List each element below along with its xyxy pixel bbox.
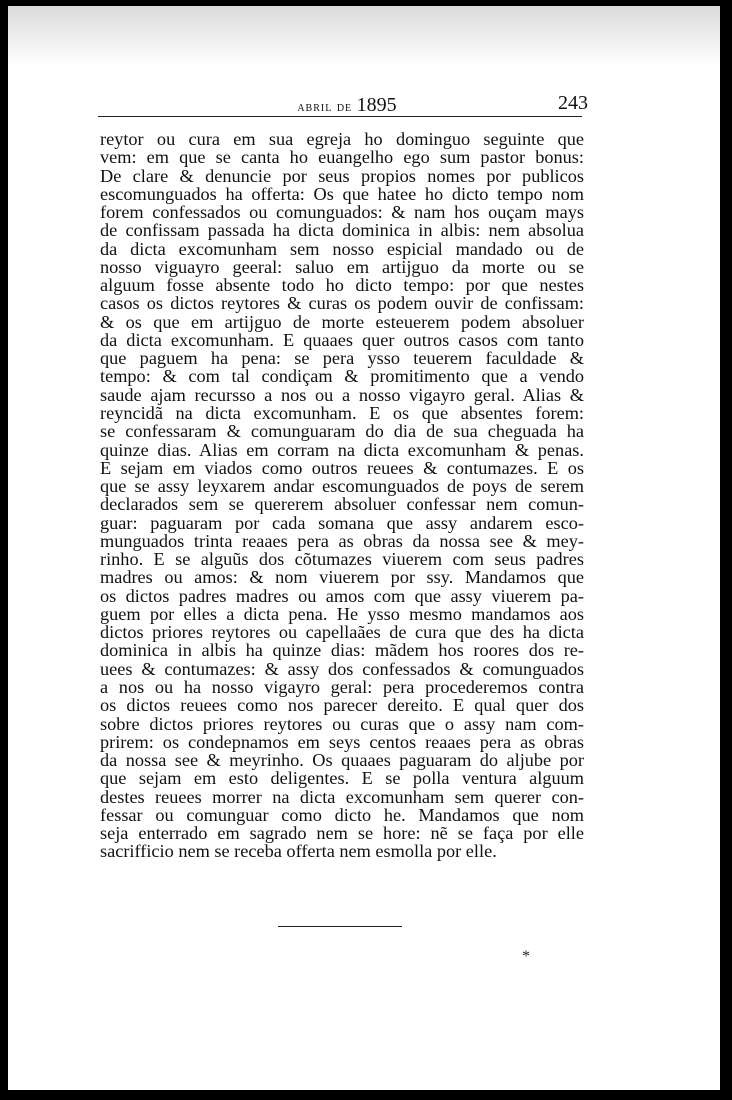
text-line: sobre dictos priores reytores ou curas que o assy nam com- (100, 713, 584, 734)
text-line: seja enterrado em sagrado nem se hore: nẽ se faça por elle (100, 823, 584, 844)
text-line: os dictos padres madres ou amos com que assy viuerem pa- (100, 585, 584, 606)
body-text (100, 130, 584, 861)
text-line: sacrifficio nem se receba offerta nem esmolla por elle. (100, 841, 497, 862)
text-line: guar: paguaram por cada somana que assy andarem esco- (100, 512, 584, 533)
text-line: nosso viguayro geeral: saluo em artijguo da morte ou se (100, 256, 584, 277)
text-line: que se assy leyxarem andar escomunguados de poys de serem (100, 476, 584, 497)
text-line: reyncidã na dicta excomunham. E os que absentes forem: (100, 402, 584, 423)
text-line: da dicta excomunham sem nosso espicial mandado ou de (100, 238, 584, 259)
text-line: que sejam em esto deligentes. E se polla ventura alguum (100, 768, 584, 789)
text-line: rinho. E se alguũs dos cõtumazes viuerem com seus padres (100, 549, 584, 570)
text-line: forem confessados ou comunguados: & nam hos ouçam mays (100, 202, 584, 223)
text-line: & os que em artijguo de morte esteuerem podem absoluer (100, 311, 584, 332)
footer-asterisk: * (522, 948, 530, 965)
text-line: guem por elles a dicta pena. He ysso mesmo mandamos aos (100, 603, 584, 624)
text-line: E sejam em viados como outros reuees & contumazes. E os (100, 457, 584, 478)
page-number: 243 (558, 92, 588, 114)
text-line: casos os dictos reytores & curas os podem ouvir de confissam: (100, 293, 584, 314)
text-line: De clare & denuncie por seus propios nomes por publicos (100, 165, 584, 186)
text-line: dictos priores reytores ou capellaães de cura que des ha dicta (100, 622, 584, 643)
text-line: dominica in albis ha quinze dias: mãdem hos roores dos re- (100, 640, 584, 661)
running-title-year: 1895 (356, 94, 397, 116)
text-line: escomunguados ha offerta: Os que hatee ho dicto tempo nom (100, 183, 584, 204)
running-title-text: abril de (297, 100, 353, 115)
running-title (106, 94, 588, 117)
text-line: prirem: os condepnamos em seys centos reaaes pera as obras (100, 731, 584, 752)
text-line: da nossa see & meyrinho. Os quaaes paguaram do aljube por (100, 750, 584, 771)
text-line: declarados sem se quererem absoluer confessar nem comun- (100, 494, 584, 515)
text-line: saude ajam recursso a nos ou a nosso vigayro geral. Alias & (100, 384, 584, 405)
text-line: quinze dias. Alias em corram na dicta excomunham & penas. (100, 439, 584, 460)
text-line: alguum fosse absente todo ho dicto tempo: por que nestes (100, 275, 584, 296)
text-line: de confissam passada ha dicta dominica in albis: nem absolua (100, 220, 584, 241)
closing-rule (278, 926, 402, 927)
page-header (106, 92, 588, 118)
text-line: madres ou amos: & nom viuerem por ssy. Mandamos que (100, 567, 584, 588)
header-rule (98, 116, 582, 117)
text-line: munguados trinta reaaes pera as obras da nossa see & mey- (100, 530, 584, 551)
text-line: os dictos reuees como nos parecer dereito. E qual quer dos (100, 695, 584, 716)
text-line: a nos ou ha nosso vigayro geral: pera procederemos contra (100, 676, 584, 697)
text-line: tempo: & com tal condiçam & promitimento que a vendo (100, 366, 584, 387)
text-line: destes reuees morrer na dicta excomunham sem querer con- (100, 786, 584, 807)
text-line: vem: em que se canta ho euangelho ego sum pastor bonus: (100, 147, 584, 168)
text-line: que paguem ha pena: se pera ysso teuerem faculdade & (100, 348, 584, 369)
text-line: fessar ou comunguar como dicto he. Mandamos que nom (100, 804, 584, 825)
paper-stain (8, 6, 720, 66)
text-line: se confessaram & comunguaram do dia de sua cheguada ha (100, 421, 584, 442)
text-line: uees & contumazes: & assy dos confessados & comunguados (100, 658, 584, 679)
text-line: da dicta excomunham. E quaaes quer outros casos com tanto (100, 329, 584, 350)
text-line: reytor ou cura em sua egreja ho dominguo seguinte que (100, 129, 584, 149)
